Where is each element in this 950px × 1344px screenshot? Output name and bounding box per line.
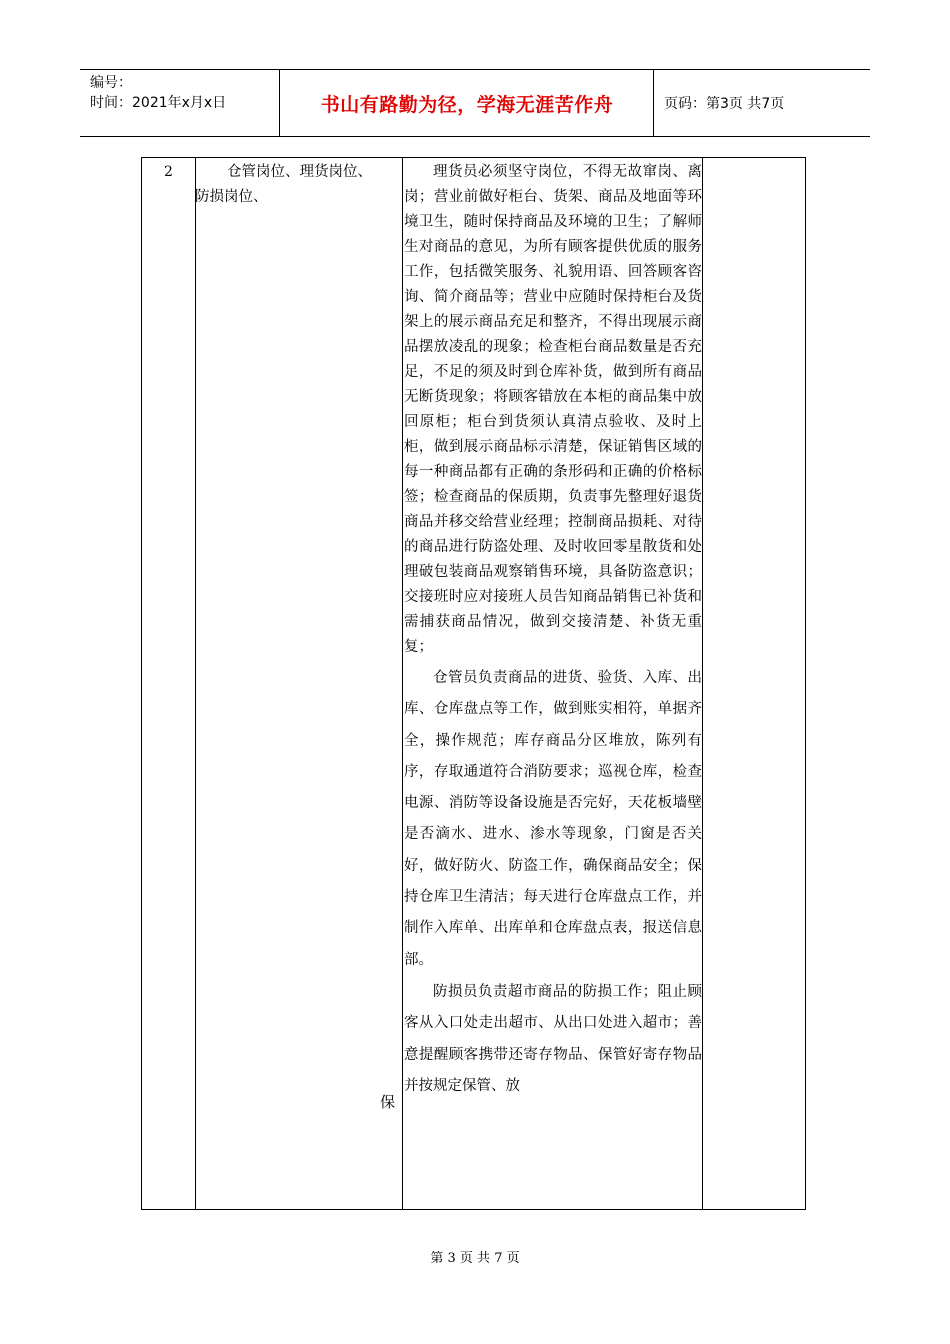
column-divider bbox=[702, 158, 703, 1209]
header-motto: 书山有路勤为径，学海无涯苦作舟 bbox=[281, 70, 654, 136]
stray-char: 保 bbox=[380, 1093, 396, 1111]
row-number: 2 bbox=[164, 164, 173, 180]
column-divider bbox=[402, 158, 403, 1209]
desc-paragraph-lossprevention: 防损员负责超市商品的防损工作；阻止顾客从入口处走出超市、从出口处进入超市；善意提醒顾客携带还寄存物品、保管好寄存物品并按规定保管、放 bbox=[404, 983, 702, 1094]
header-page-info: 页码：第3页 共7页 bbox=[664, 96, 785, 112]
post-cell bbox=[195, 160, 403, 210]
duty-table bbox=[141, 157, 806, 1210]
column-divider bbox=[195, 158, 196, 1209]
code-label: 编号： bbox=[90, 75, 132, 91]
post-line-1: 仓管岗位、理货岗位、 bbox=[227, 164, 372, 180]
description-cell bbox=[404, 160, 702, 1102]
desc-paragraph-warehouse: 仓管员负责商品的进货、验货、入库、出库、仓库盘点等工作，做到账实相符，单据齐全，操作规范；库存商品分区堆放，陈列有序，存取通道符合消防要求；巡视仓库，检查电源、消防等设备设施是否完好，天花板墙壁是否滴水、进水、渗水等现象，门窗是否关好，做好防火、防盗工作，确保商品安全；保持仓库卫生清洁；每天进行仓库盘点工作，并制作入库单、出库单和仓库盘点表，报送信息部。 bbox=[404, 670, 702, 968]
time-label: 时间：2021年x月x日 bbox=[90, 95, 227, 111]
post-line-2: 防损岗位、 bbox=[195, 189, 268, 205]
page-header bbox=[80, 69, 870, 137]
desc-paragraph-tally: 理货员必须坚守岗位，不得无故窜岗、离岗；营业前做好柜台、货架、商品及地面等环境卫生，随时保持商品及环境的卫生；了解师生对商品的意见，为所有顾客提供优质的服务工作，包括微笑服务、礼貌用语、回答顾客咨询、简介商品等；营业中应随时保持柜台及货架上的展示商品充足和整齐，不得出现展示商品摆放凌乱的现象；检查柜台商品数量是否充足，不足的须及时到仓库补货，做到所有商品无断货现象；将顾客错放在本柜的商品集中放回原柜；柜台到货须认真清点验收、及时上柜，做到展示商品标示清楚，保证销售区域的每一种商品都有正确的条形码和正确的价格标签；检查商品的保质期，负责事先整理好退货商品并移交给营业经理；控制商品损耗、对待的商品进行防盗处理、及时收回零星散货和处理破包装商品观察销售环境，具备防盗意识；交接班时应对接班人员告知商品销售已补货和需捕获商品情况，做到交接清楚、补货无重复； bbox=[404, 164, 702, 655]
post-line bbox=[198, 160, 403, 185]
header-meta bbox=[80, 70, 280, 136]
page-footer: 第 3 页 共 7 页 bbox=[430, 1251, 520, 1266]
